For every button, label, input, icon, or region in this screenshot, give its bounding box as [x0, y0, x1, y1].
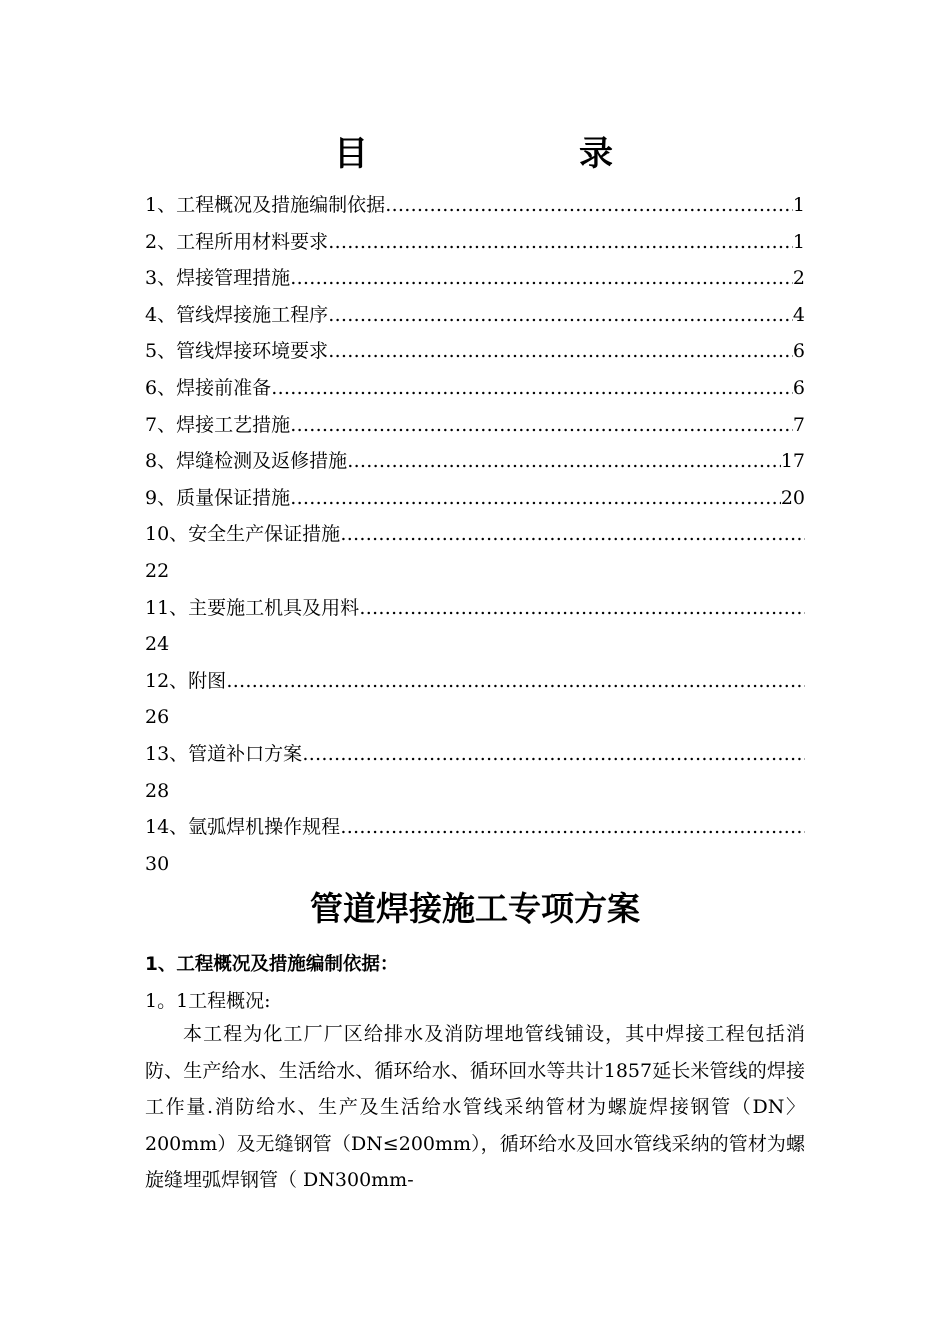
toc-entry-label: 5、管线焊接环境要求	[145, 340, 329, 363]
toc-entry-10[interactable]	[145, 516, 805, 553]
toc-leader-dots	[359, 590, 805, 627]
toc-entry-page: 26	[145, 706, 170, 729]
toc-leader-dots	[347, 443, 781, 480]
toc-entry-page: 4	[792, 303, 805, 326]
toc-entry-page: 2	[792, 267, 805, 290]
toc-entry-8[interactable]	[145, 443, 805, 480]
toc-leader-dots	[328, 333, 793, 370]
toc-entry-label: 2、工程所用材料要求	[145, 230, 329, 253]
toc-entry-14-page-line	[145, 846, 805, 883]
toc-leader-dots	[385, 187, 793, 224]
toc-entry-13-page-line	[145, 773, 805, 810]
toc-entry-label: 12、附图	[145, 669, 227, 692]
toc-entry-6[interactable]	[145, 370, 805, 407]
body-paragraph: 本工程为化工厂厂区给排水及消防埋地管线铺设，其中焊接工程包括消防、生产给水、生活给水、循环给水、循环回水等共计1857延长米管线的焊接工作量.消防给水、生产及生活给水管线采纳管材为螺旋焊接钢管（DN〉200mm）及无缝钢管（DN≤200mm），循环给水及回水管线采纳的管材为螺旋缝埋弧焊钢管（ DN300mm-	[145, 1023, 805, 1192]
toc-entry-label: 1、工程概况及措施编制依据	[145, 194, 386, 216]
toc-entry-label: 6、焊接前准备	[145, 376, 272, 399]
toc-entry-12-page-line	[145, 699, 805, 736]
toc-entry-13[interactable]	[145, 736, 805, 773]
toc-entry-label: 11、主要施工机具及用料	[145, 596, 360, 619]
toc-entry-14[interactable]	[145, 809, 805, 846]
subsection-heading: 1。1工程概况:	[145, 990, 271, 1012]
toc-entry-11-page-line	[145, 626, 805, 663]
toc-entry-label: 8、焊缝检测及返修措施	[145, 450, 348, 473]
toc-entry-label: 14、氩弧焊机操作规程	[145, 816, 341, 839]
toc-entry-page: 6	[792, 376, 805, 399]
toc-leader-dots	[340, 809, 805, 846]
toc-entry-page: 7	[792, 413, 805, 436]
toc-entry-page: 6	[792, 340, 805, 363]
toc-entry-7[interactable]	[145, 407, 805, 444]
toc-title-char-2: 录	[579, 134, 613, 174]
toc-entry-page: 1	[792, 194, 805, 216]
toc-entry-page: 24	[145, 633, 170, 656]
section-heading: 1、工程概况及措施编制依据：	[145, 954, 399, 975]
toc-title-char-1: 目	[334, 134, 368, 174]
toc-entry-4[interactable]	[145, 297, 805, 334]
toc-entry-page: 30	[145, 852, 170, 875]
toc-entry-label: 3、焊接管理措施	[145, 267, 291, 290]
toc-leader-dots	[340, 516, 805, 553]
toc-entry-label: 10、安全生产保证措施	[145, 523, 341, 546]
toc-title	[0, 126, 950, 176]
toc-entry-11[interactable]	[145, 590, 805, 627]
toc-entry-page: 17	[780, 450, 805, 473]
toc-entry-3[interactable]	[145, 260, 805, 297]
toc-entry-1[interactable]	[145, 187, 805, 224]
toc-entry-2[interactable]	[145, 224, 805, 261]
toc-entry-page: 22	[145, 559, 170, 582]
toc-entry-5[interactable]	[145, 333, 805, 370]
toc-leader-dots	[290, 407, 793, 444]
toc-leader-dots	[226, 663, 805, 700]
toc-leader-dots	[328, 224, 793, 261]
toc-leader-dots	[290, 260, 793, 297]
toc-leader-dots	[290, 480, 781, 517]
toc-entry-10-page-line	[145, 553, 805, 590]
toc-leader-dots	[271, 370, 793, 407]
toc-leader-dots	[328, 297, 793, 334]
toc-entry-12[interactable]	[145, 663, 805, 700]
document-title: 管道焊接施工专项方案	[310, 889, 640, 928]
toc-entry-page: 20	[780, 486, 805, 509]
toc-leader-dots	[302, 736, 805, 773]
toc-entry-label: 7、焊接工艺措施	[145, 413, 291, 436]
toc-entry-page: 28	[145, 779, 170, 802]
toc-entry-label: 9、质量保证措施	[145, 486, 291, 509]
table-of-contents	[145, 187, 805, 882]
toc-entry-9[interactable]	[145, 480, 805, 517]
toc-entry-label: 4、管线焊接施工程序	[145, 303, 329, 326]
toc-entry-label: 13、管道补口方案	[145, 742, 303, 765]
toc-entry-page: 1	[792, 230, 805, 253]
